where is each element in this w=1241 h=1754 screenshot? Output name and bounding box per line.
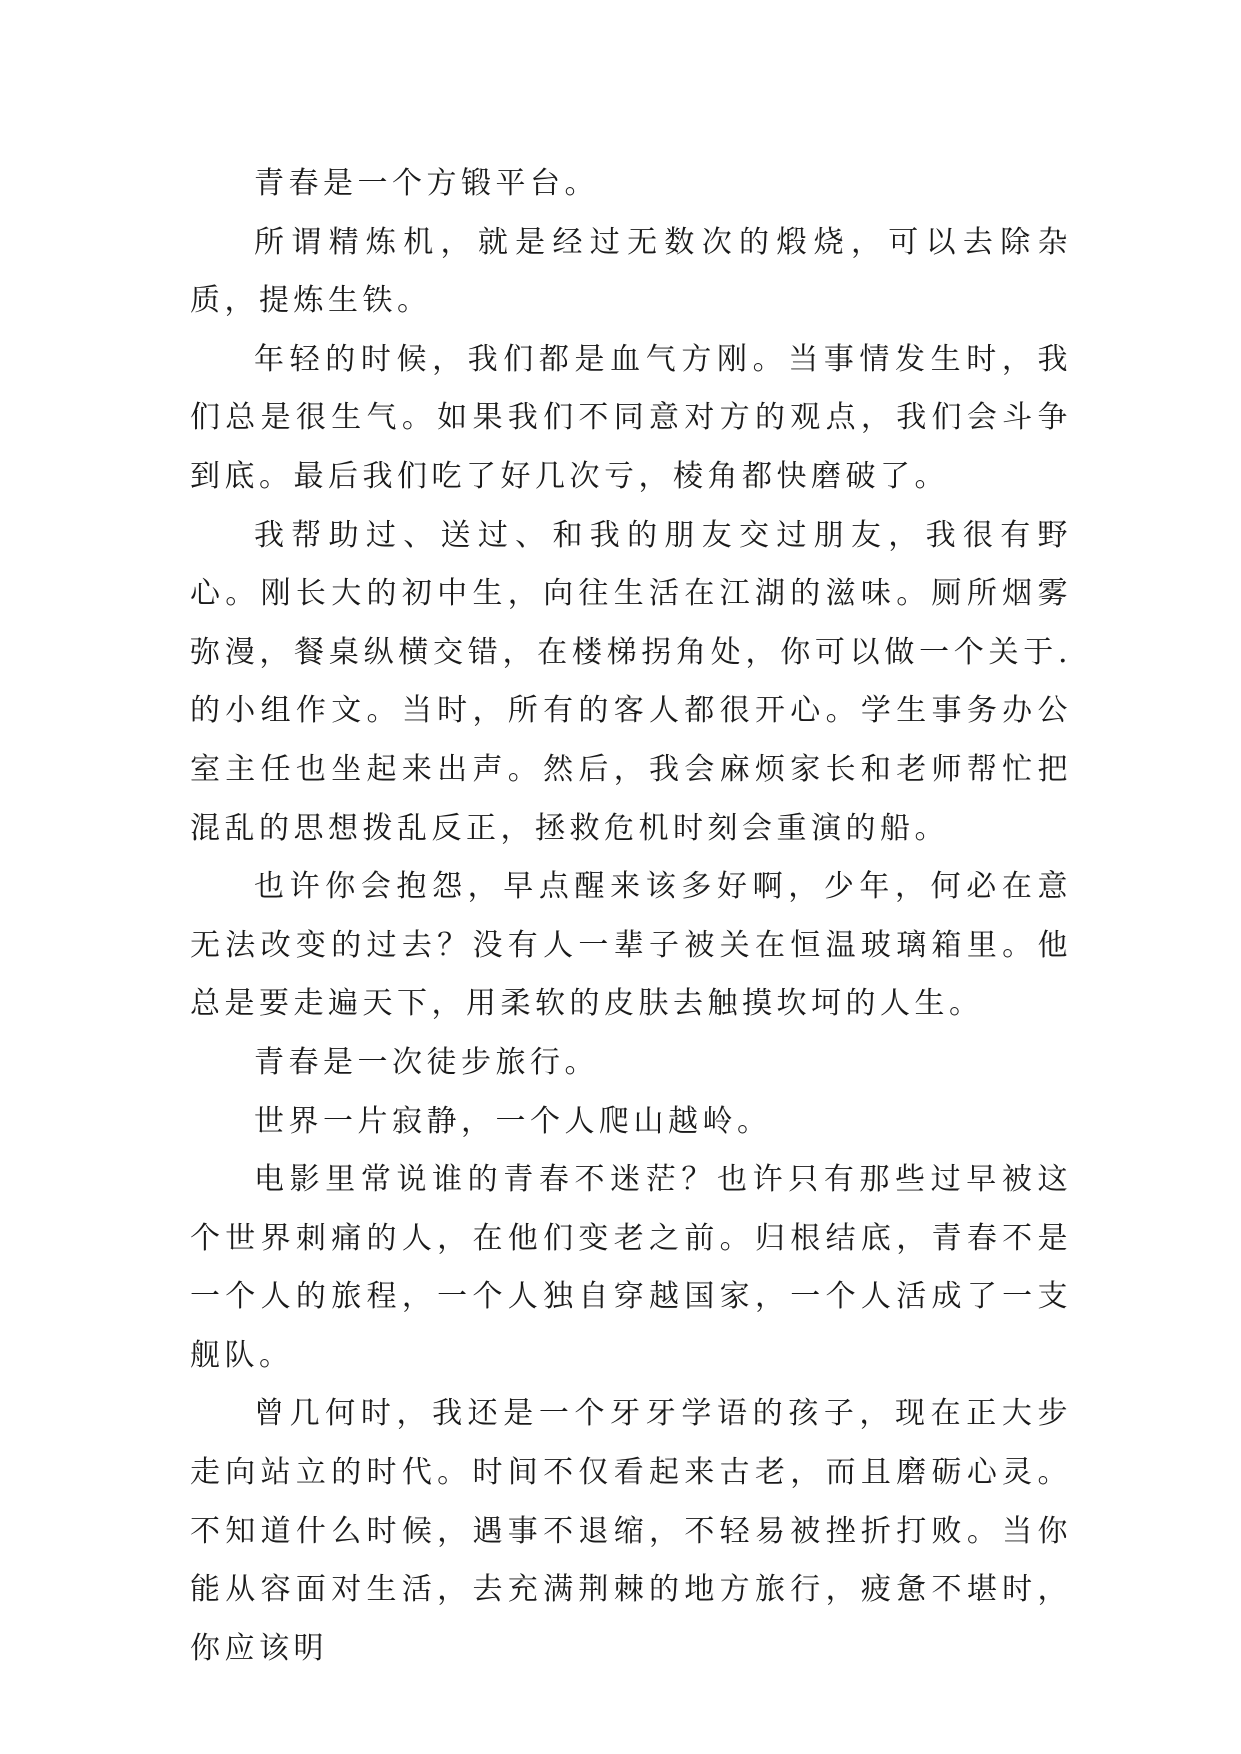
paragraph: 曾几何时，我还是一个牙牙学语的孩子，现在正大步走向站立的时代。时间不仅看起来古老，而且磨砺心灵。不知道什么时候，遇事不退缩，不轻易被挫折打败。当你能从容面对生活，去充满荆棘的地方旅行，疲惫不堪时，你应该明 [190,1396,1072,1666]
body-text [190,155,1072,1678]
paragraph: 我帮助过、送过、和我的朋友交过朋友，我很有野心。刚长大的初中生，向往生活在江湖的滋味。厕所烟雾弥漫，餐桌纵横交错，在楼梯拐角处，你可以做一个关于.的小组作文。当时，所有的客人都很开心。学生事务办公室主任也坐起来出声。然后，我会麻烦家长和老师帮忙把混乱的思想拨乱反正，拯救危机时刻会重演的船。 [190,517,1072,846]
paragraph: 青春是一个方锻平台。 [254,166,599,201]
paragraph: 年轻的时候，我们都是血气方刚。当事情发生时，我们总是很生气。如果我们不同意对方的观点，我们会斗争到底。最后我们吃了好几次亏，棱角都快磨破了。 [190,341,1072,494]
paragraph: 电影里常说谁的青春不迷茫？也许只有那些过早被这个世界刺痛的人，在他们变老之前。归根结底，青春不是一个人的旅程，一个人独自穿越国家，一个人活成了一支舰队。 [190,1162,1072,1373]
paragraph: 也许你会抱怨，早点醒来该多好啊，少年，何必在意无法改变的过去？没有人一辈子被关在恒温玻璃箱里。他总是要走遍天下，用柔软的皮肤去触摸坎坷的人生。 [190,869,1072,1022]
paragraph: 世界一片寂静，一个人爬山越岭。 [254,1103,772,1139]
paragraph: 所谓精炼机，就是经过无数次的煅烧，可以去除杂质，提炼生铁。 [190,224,1072,319]
paragraph: 青春是一次徒步旅行。 [254,1044,599,1080]
